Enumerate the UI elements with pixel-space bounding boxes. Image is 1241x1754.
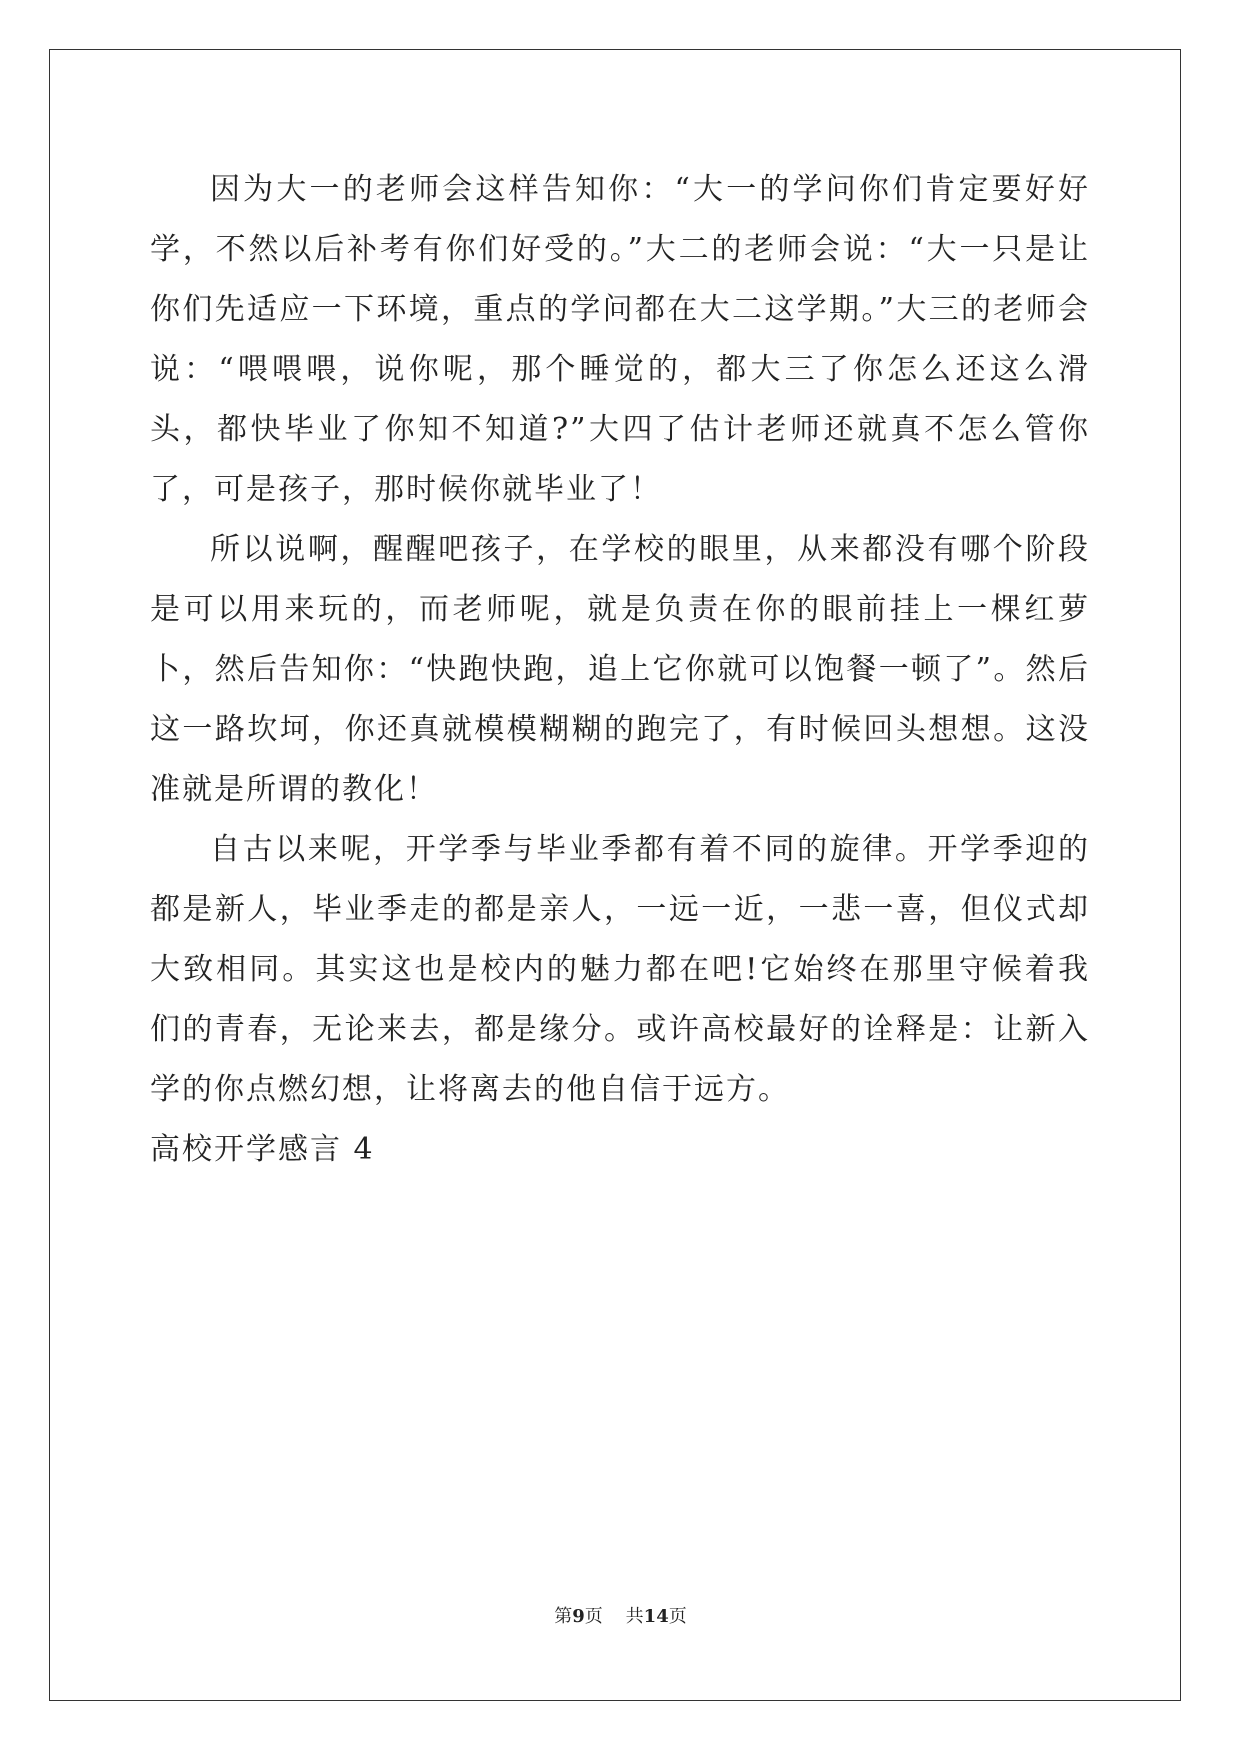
total-pages: 14: [643, 1606, 669, 1627]
page-footer: [0, 1602, 1241, 1628]
total-prefix: 共: [625, 1606, 644, 1627]
page-suffix: 页: [584, 1606, 603, 1627]
page-prefix: 第: [554, 1606, 573, 1627]
paragraph-3: 自古以来呢，开学季与毕业季都有着不同的旋律。开学季迎的都是新人，毕业季走的都是亲人，一远一近，一悲一喜，但仪式却大致相同。其实这也是校内的魅力都在吧!它始终在那里守候着我们的青春，无论来去，都是缘分。或许高校最好的诠释是：让新入学的你点燃幻想，让将离去的他自信于远方。: [150, 832, 1090, 1107]
document-body: [150, 160, 1090, 1180]
paragraph-1: 因为大一的老师会这样告知你：“大一的学问你们肯定要好好学，不然以后补考有你们好受的。”大二的老师会说：“大一只是让你们先适应一下环境，重点的学问都在大二这学期。”大三的老师会说：“喂喂喂，说你呢，那个睡觉的，都大三了你怎么还这么滑头，都快毕业了你知不知道?”大四了估计老师还就真不怎么管你了，可是孩子，那时候你就毕业了！: [150, 172, 1090, 507]
total-suffix: 页: [668, 1606, 687, 1627]
paragraph-2: 所以说啊，醒醒吧孩子，在学校的眼里，从来都没有哪个阶段是可以用来玩的，而老师呢，就是负责在你的眼前挂上一棵红萝卜，然后告知你：“快跑快跑，追上它你就可以饱餐一顿了”。然后这一路坎坷，你还真就模模糊糊的跑完了，有时候回头想想。这没准就是所谓的教化！: [150, 532, 1090, 807]
section-heading: 高校开学感言 4: [150, 1132, 375, 1167]
page-number: 9: [572, 1606, 585, 1627]
